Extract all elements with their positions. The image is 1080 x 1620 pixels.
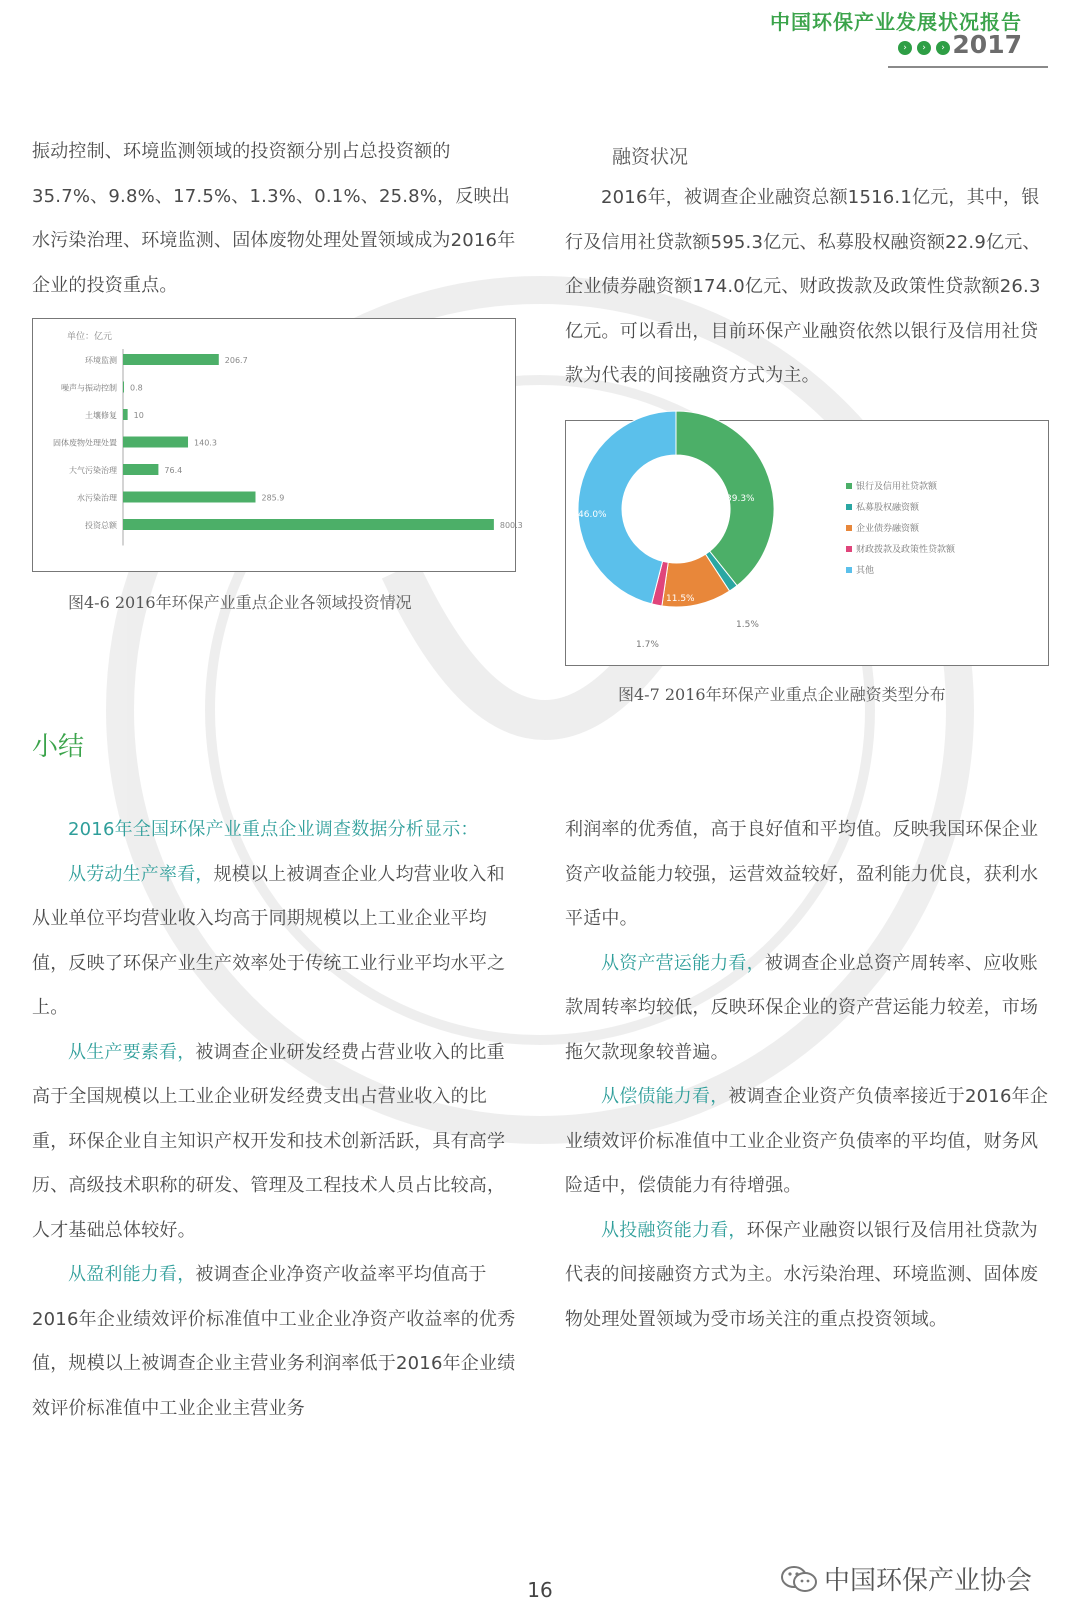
wechat-icon — [780, 1564, 818, 1594]
debt-paragraph — [565, 1075, 1051, 1209]
legend-swatch — [846, 567, 852, 573]
asset-paragraph — [565, 942, 1051, 1076]
donut-slice-label: 46.0% — [578, 510, 607, 520]
bar-value-label: 10 — [133, 411, 144, 420]
bar-value-label: 0.8 — [130, 383, 143, 393]
bar-value-label: 206.7 — [224, 356, 248, 365]
bar-category-label: 环境监测 — [85, 356, 117, 365]
labor-lead: 从劳动生产率看， — [68, 863, 214, 885]
chevron-right-icon: › — [917, 41, 931, 55]
labor-paragraph — [32, 853, 518, 1031]
report-year: 2017 — [952, 30, 1022, 59]
legend-label: 其他 — [856, 566, 875, 576]
legend-swatch — [846, 483, 852, 489]
debt-lead: 从偿债能力看， — [601, 1086, 729, 1107]
debt-text: 被调查企业资产负债率接近于2016年企业绩效评价标准值中工业企业资产负债率的平均值，财务风险适中，偿债能力有待增强。 — [565, 1086, 1049, 1196]
invest-paragraph — [565, 1209, 1051, 1343]
bar-chart-box — [32, 318, 523, 572]
bar — [123, 354, 219, 365]
chevron-right-icon: › — [898, 41, 912, 55]
financing-title: 融资状况 — [612, 146, 689, 168]
bar — [123, 519, 494, 530]
chevron-right-icon: › — [936, 41, 950, 55]
pie-chart-caption: 图4-7 2016年环保产业重点企业融资类型分布 — [618, 685, 946, 704]
investment-paragraph: 振动控制、环境监测领域的投资额分别占总投资额的35.7%、9.8%、17.5%、1.3%、0.1%、25.8%，反映出水污染治理、环境监测、固体废物处理处置领域成为2016年企业的投资重点。 — [32, 141, 516, 296]
financing-paragraph: 2016年，被调查企业融资总额1516.1亿元，其中，银行及信用社贷款额595.3亿元、私募股权融资额22.9亿元、企业债券融资额174.0亿元、财政拨款及政策性贷款额26.3亿元。可以看出，目前环保产业融资依然以银行及信用社贷款为代表的间接融资方式为主。 — [565, 187, 1041, 386]
profit-lead: 从盈利能力看， — [68, 1264, 196, 1285]
bar — [123, 437, 188, 448]
financing-text — [565, 176, 1051, 399]
donut-slice-label: 11.5% — [666, 594, 695, 604]
financing-donut-chart — [566, 421, 1048, 665]
bar-value-label: 140.3 — [194, 438, 217, 448]
bar-category-label: 土壤修复 — [85, 411, 117, 420]
footer-org-name: 中国环保产业协会 — [824, 1566, 1033, 1596]
bar — [123, 409, 128, 420]
legend-label: 财政拨款及政策性贷款额 — [856, 545, 956, 555]
factor-text: 被调查企业研发经费占营业收入的比重高于全国规模以上工业企业研发经费支出占营业收入的比重，环保企业自主知识产权开发和技术创新活跃，具有高学历、高级技术职称的研发、管理及工程技术人员占比较高，人才基础总体较好。 — [32, 1041, 506, 1241]
bar-value-label: 285.9 — [261, 493, 285, 503]
report-title: 中国环保产业发展状况报告 — [770, 10, 1022, 34]
invest-lead: 从投融资能力看， — [601, 1219, 747, 1241]
bar — [123, 382, 124, 393]
bar-value-label: 800.3 — [499, 521, 523, 530]
bar-category-label: 大气污染治理 — [69, 466, 117, 475]
bar-category-label: 固体废物处理处置 — [53, 438, 117, 448]
bar-chart-unit: 单位：亿元 — [67, 332, 113, 342]
bar — [123, 492, 255, 503]
factor-paragraph — [32, 1031, 518, 1254]
header-dots — [898, 41, 950, 55]
donut-slice-label: 1.5% — [736, 620, 759, 630]
donut-slice-label: 39.3% — [726, 494, 755, 504]
legend-swatch — [846, 525, 852, 531]
legend-label: 企业债券融资额 — [856, 524, 920, 534]
legend-label: 银行及信用社贷款额 — [856, 482, 938, 492]
legend-swatch — [846, 546, 852, 552]
donut-slice — [676, 411, 774, 586]
profit-continuation: 利润率的优秀值，高于良好值和平均值。反映我国环保企业资产收益能力较强，运营效益较好，盈利能力优良，获利水平适中。 — [565, 819, 1039, 929]
labor-text: 规模以上被调查企业人均营业收入和从业单位平均营业收入均高于同期规模以上工业企业平均值，反映了环保产业生产效率处于传统工业行业平均水平之上。 — [32, 863, 506, 1018]
bar-category-label: 水污染治理 — [77, 493, 117, 503]
investment-bar-chart — [33, 319, 523, 571]
summary-intro: 2016年全国环保产业重点企业调查数据分析显示： — [68, 819, 479, 840]
page-number: 16 — [527, 1578, 553, 1602]
asset-text: 被调查企业总资产周转率、应收账款周转率均较低，反映环保企业的资产营运能力较差，市场拖欠款现象较普遍。 — [565, 952, 1039, 1063]
summary-left-column — [32, 808, 518, 1431]
donut-slice-label: 1.7% — [636, 640, 659, 650]
profit-paragraph — [32, 1253, 518, 1431]
bar-category-label: 投资总额 — [85, 521, 117, 530]
asset-lead: 从资产营运能力看， — [601, 952, 765, 974]
bar — [123, 464, 158, 475]
summary-title: 小结 — [32, 732, 85, 762]
profit-text: 被调查企业净资产收益率平均值高于2016年企业绩效评价标准值中工业企业净资产收益率的优秀值，规模以上被调查企业主营业务利润率低于2016年企业绩效评价标准值中工业企业主营业务 — [32, 1264, 516, 1419]
left-top-text — [32, 130, 518, 308]
legend-swatch — [846, 504, 852, 510]
bar-chart-caption: 图4-6 2016年环保产业重点企业各领域投资情况 — [68, 593, 412, 612]
legend-label: 私募股权融资额 — [856, 503, 920, 513]
pie-chart-box — [565, 420, 1049, 666]
header-divider — [888, 66, 1048, 68]
bar-category-label: 噪声与振动控制 — [61, 383, 117, 393]
factor-lead: 从生产要素看， — [68, 1041, 196, 1063]
footer-wechat-source — [780, 1560, 1032, 1597]
summary-right-column — [565, 808, 1051, 1342]
bar-value-label: 76.4 — [164, 466, 183, 475]
invest-text: 环保产业融资以银行及信用社贷款为代表的间接融资方式为主。水污染治理、环境监测、固体废物处理处置领域为受市场关注的重点投资领域。 — [565, 1219, 1039, 1330]
